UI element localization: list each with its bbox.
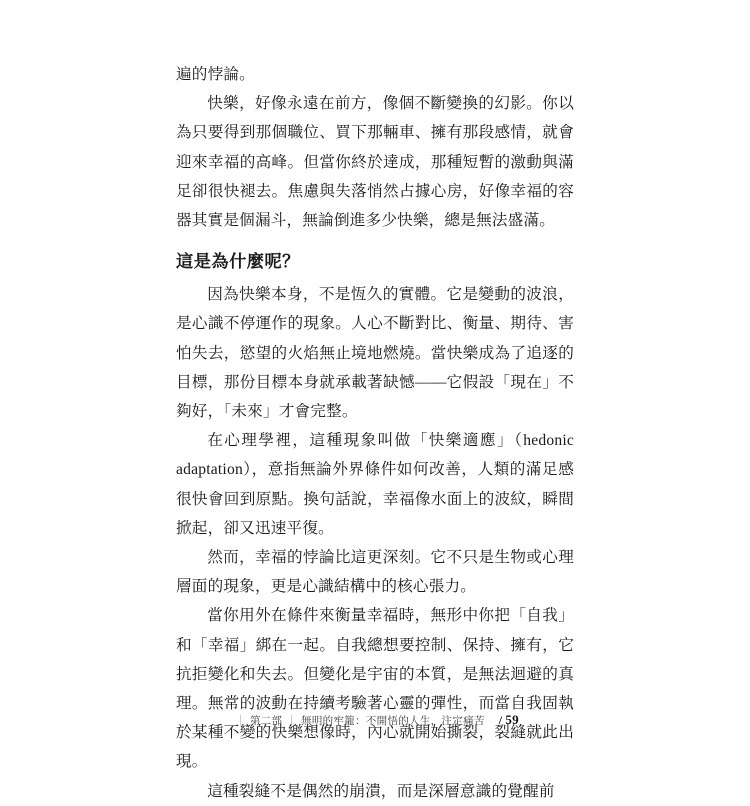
paragraph-happiness-mirage: 快樂，好像永遠在前方，像個不斷變換的幻影。你以為只要得到那個職位、買下那輛車、擁有那段感情，就會迎來幸福的高峰。但當你終於達成，那種短暫的激動與滿足卻很快褪去。焦慮與失落悄然占據心房，好像幸福的容器其實是個漏斗，無論倒進多少快樂，總是無法盛滿。 — [176, 95, 574, 230]
page-footer — [0, 712, 750, 728]
paragraph-self-and-happiness: 當你用外在條件來衡量幸福時，無形中你把「自我」和「幸福」綁在一起。自我總想要控制、保持、擁有，它抗拒變化和失去。但變化是宇宙的本質，是無法迴避的真理。無常的波動在持續考驗著心靈的彈性，而當自我固執於某種不變的快樂想像時，內心就開始撕裂，裂縫就此出現。 — [176, 607, 574, 771]
paragraph-not-permanent: 因為快樂本身，不是恆久的實體。它是變動的波浪，是心識不停運作的現象。人心不斷對比、衡量、期待、害怕失去，慾望的火焰無止境地燃燒。當快樂成為了追逐的目標，那份目標本身就承載著缺憾——它假設「現在」不夠好，「未來」才會完整。 — [176, 286, 574, 421]
paragraph-continuation: 遍的悖論。 — [176, 66, 255, 83]
footer-chapter-label: 無明的牢籠：不開悟的人生，注定痛苦 — [301, 716, 485, 727]
section-heading: 這是為什麼呢？ — [176, 252, 300, 272]
footer-divider-mid: ｜ — [286, 716, 298, 727]
paragraph-hedonic-adaptation: 在心理學裡，這種現象叫做「快樂適應」（hedonic adaptation），意指無論外界條件如何改善，人類的滿足感很快會回到原點。換句話說，幸福像水面上的波紋，瞬間掀起，卻又迅速平復。 — [176, 432, 574, 537]
footer-divider-left: ｜ — [235, 716, 246, 727]
paragraph-paradox-deeper: 然而，幸福的悖論比這更深刻。它不只是生物或心理層面的現象，更是心識結構中的核心張力。 — [176, 549, 574, 596]
footer-page-number: 59 — [505, 712, 519, 727]
page-body — [176, 60, 574, 806]
footer-slash: / — [498, 713, 503, 727]
footer-part-label: 第二部 — [249, 716, 283, 727]
paragraph-crack-awakening: 這種裂縫不是偶然的崩潰，而是深層意識的覺醒前 — [207, 782, 555, 800]
footer-page-group — [485, 712, 519, 727]
